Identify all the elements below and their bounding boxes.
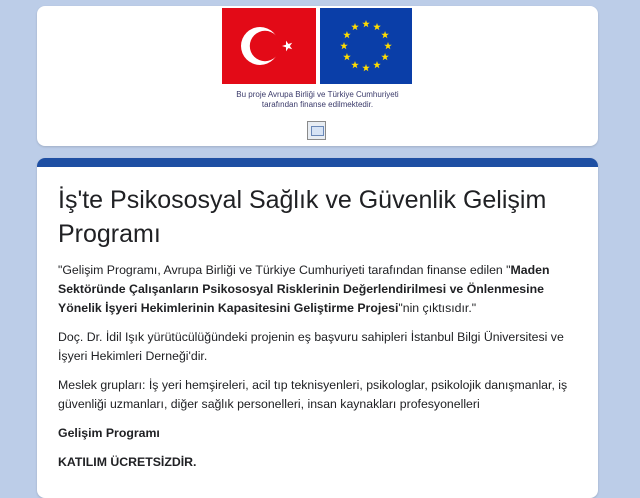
image-thumbnail-icon [307,121,326,140]
eu-star [343,53,351,60]
form-title: İş'te Psikososyal Sağlık ve Güvenlik Gelişim Programı [58,186,547,248]
eu-star [362,64,370,71]
free-notice: KATILIM ÜCRETSİZDİR. [58,455,197,469]
eu-star [381,53,389,60]
intro-prefix: "Gelişim Programı, Avrupa Birliği ve Türkiye Cumhuriyeti tarafından finanse edilen " [58,263,511,277]
eu-star [351,23,359,30]
intro-paragraph [58,261,583,318]
form-description-card [37,158,598,498]
eu-star [384,42,392,49]
intro-suffix: "nin çıktısıdır." [398,301,477,315]
eu-star [373,23,381,30]
coordinator-paragraph: Doç. Dr. İdil Işık yürütücülüğündeki projenin eş başvuru sahipleri İstanbul Bilgi Üniversitesi ve İşyeri Hekimleri Derneği'dir. [58,330,564,363]
eu-star [381,31,389,38]
eu-star [340,42,348,49]
turkey-flag-image [222,8,316,84]
funding-caption-line2: tarafından finanse edilmektedir. [261,100,374,109]
eu-star [351,61,359,68]
header-banner-card [37,6,598,146]
program-heading: Gelişim Programı [58,426,160,440]
eu-flag-image [320,8,412,84]
professions-paragraph: Meslek grupları: İş yeri hemşireleri, acil tıp teknisyenleri, psikologlar, psikolojik danışmanlar, iş güvenliği uzmanları, diğer sağlık personelleri, insan kaynakları profesyonelleri [58,378,568,411]
eu-star [362,20,370,27]
project-name: Maden Sektöründe Çalışanların Psikososyal Risklerinin Değerlendirilmesi ve Önlenmesine Yönelik İşyeri Hekimlerinin Kapasitesini Geliştirme Projesi [58,263,550,315]
eu-star [373,61,381,68]
form-description [58,261,583,472]
form-accent-bar [37,158,598,167]
eu-star [343,31,351,38]
funding-caption-line1: Bu proje Avrupa Birliği ve Türkiye Cumhuriyeti [236,90,399,99]
